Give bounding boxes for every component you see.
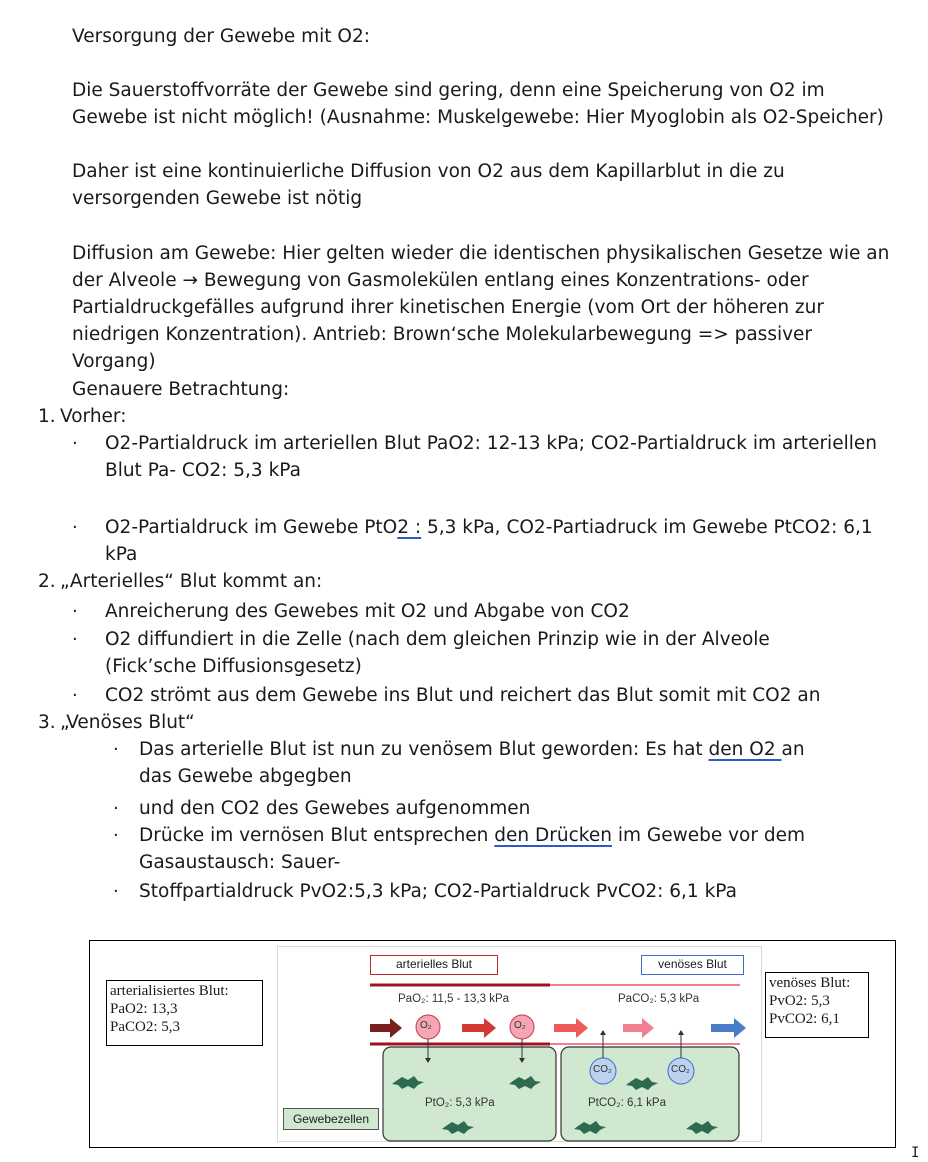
flow-arrow-icon [462, 1018, 496, 1038]
bullet: · [72, 601, 78, 622]
list-item: Anreicherung des Gewebes mit O2 und Abgabe von CO2 [105, 601, 630, 622]
list-item: Drücke im vernösen Blut entsprechen den Drücken im Gewebe vor dem Gasaustausch: Sauer- [139, 825, 805, 873]
section-number-1: 1. [38, 406, 56, 427]
list-item: O2 diffundiert in die Zelle (nach dem gleichen Prinzip wie in der Alveole (Fick’sche Diffusionsgesetz) [105, 629, 770, 677]
box-line: PvCO2: 6,1 [769, 1011, 840, 1027]
venous-blood-caption: venöses Blut [641, 955, 744, 975]
co2-label: CO₂ [671, 1064, 690, 1075]
flow-arrow-icon [623, 1018, 654, 1038]
flow-arrow-icon [711, 1018, 746, 1038]
section-number-2: 2. [38, 571, 56, 592]
list-item: CO2 strömt aus dem Gewebe ins Blut und reichert das Blut somit mit CO2 an [105, 685, 821, 706]
bullet: · [113, 825, 119, 846]
arterial-blood-caption: arterielles Blut [370, 955, 498, 975]
box-line: arterialisiertes Blut: [110, 983, 229, 999]
section-title-1: Vorher: [60, 406, 127, 427]
underlined-text: den Drücken [494, 825, 612, 846]
box-line: PaCO2: 5,3 [110, 1019, 181, 1035]
flow-arrow-icon [370, 1018, 402, 1038]
text-cursor: I [911, 1145, 920, 1161]
paragraph-storage: Die Sauerstoffvorräte der Gewebe sind gering, denn eine Speicherung von O2 im Gewebe ist nicht möglich! (Ausnahme: Muskelgewebe: Hier Myoglobin als O2-Speicher) [72, 80, 884, 128]
ptco2-label: PtCO₂: 6,1 kPa [588, 1097, 666, 1109]
bullet: · [72, 433, 78, 454]
arterialized-blood-box [106, 980, 263, 1046]
underlined-text: 2 : [397, 517, 422, 538]
bullet: · [113, 881, 119, 902]
o2-label: O₂ [514, 1020, 526, 1031]
paragraph-diffusion-need: Daher ist eine kontinuierliche Diffusion von O2 aus dem Kapillarblut in die zu versorgenden Gewebe ist nötig [72, 161, 785, 209]
section-title-2: „Arterielles“ Blut kommt an: [60, 571, 323, 592]
page-heading: Versorgung der Gewebe mit O2: [72, 26, 370, 47]
section-title-3: „Venöses Blut“ [60, 712, 195, 733]
co2-label: CO₂ [593, 1064, 612, 1075]
bullet: · [72, 517, 78, 538]
bullet: · [113, 739, 119, 760]
venous-blood-box [765, 972, 869, 1038]
box-line: venöses Blut: [769, 975, 851, 991]
underlined-text: den O2 [708, 739, 782, 760]
bullet: · [113, 798, 119, 819]
list-item: O2-Partialdruck im Gewebe PtO2 : 5,3 kPa, CO2-Partiadruck im Gewebe PtCO2: 6,1 kPa [105, 517, 873, 565]
paragraph-diffusion-tissue: Diffusion am Gewebe: Hier gelten wieder die identischen physikalischen Gesetze wie an der Alveole → Bewegung von Gasmolekülen entlang eines Konzentrations- oder Partialdruckgefälles aufgrund ihrer kinetischen Energie (vom Ort der höheren zur niedrigen Konzentration). Antrieb: Brown‘sche Molekularbewegung => passiver Vorgang) [72, 243, 890, 372]
box-line: PaO2: 13,3 [110, 1001, 178, 1017]
o2-label: O₂ [420, 1020, 432, 1031]
list-item: O2-Partialdruck im arteriellen Blut PaO2: 12-13 kPa; CO2-Partialdruck im arteriellen Blut Pa- CO2: 5,3 kPa [105, 433, 877, 481]
pto2-label: PtO₂: 5,3 kPa [425, 1097, 495, 1109]
list-item: Stoffpartialdruck PvO2:5,3 kPa; CO2-Partialdruck PvCO2: 6,1 kPa [139, 881, 737, 902]
subheading: Genauere Betrachtung: [72, 379, 290, 400]
pao2-label: PaO₂: 11,5 - 13,3 kPa [398, 993, 510, 1005]
box-line: PvO2: 5,3 [769, 993, 830, 1009]
list-item: Das arterielle Blut ist nun zu venösem Blut geworden: Es hat den O2 an das Gewebe abgegben [139, 739, 805, 787]
paco2-label: PaCO₂: 5,3 kPa [618, 993, 700, 1005]
tissue-cells-caption: Gewebezellen [283, 1108, 379, 1130]
bullet: · [72, 685, 78, 706]
bullet: · [72, 629, 78, 650]
list-item: und den CO2 des Gewebes aufgenommen [139, 798, 531, 819]
section-number-3: 3. [38, 712, 56, 733]
flow-arrow-icon [554, 1018, 588, 1038]
